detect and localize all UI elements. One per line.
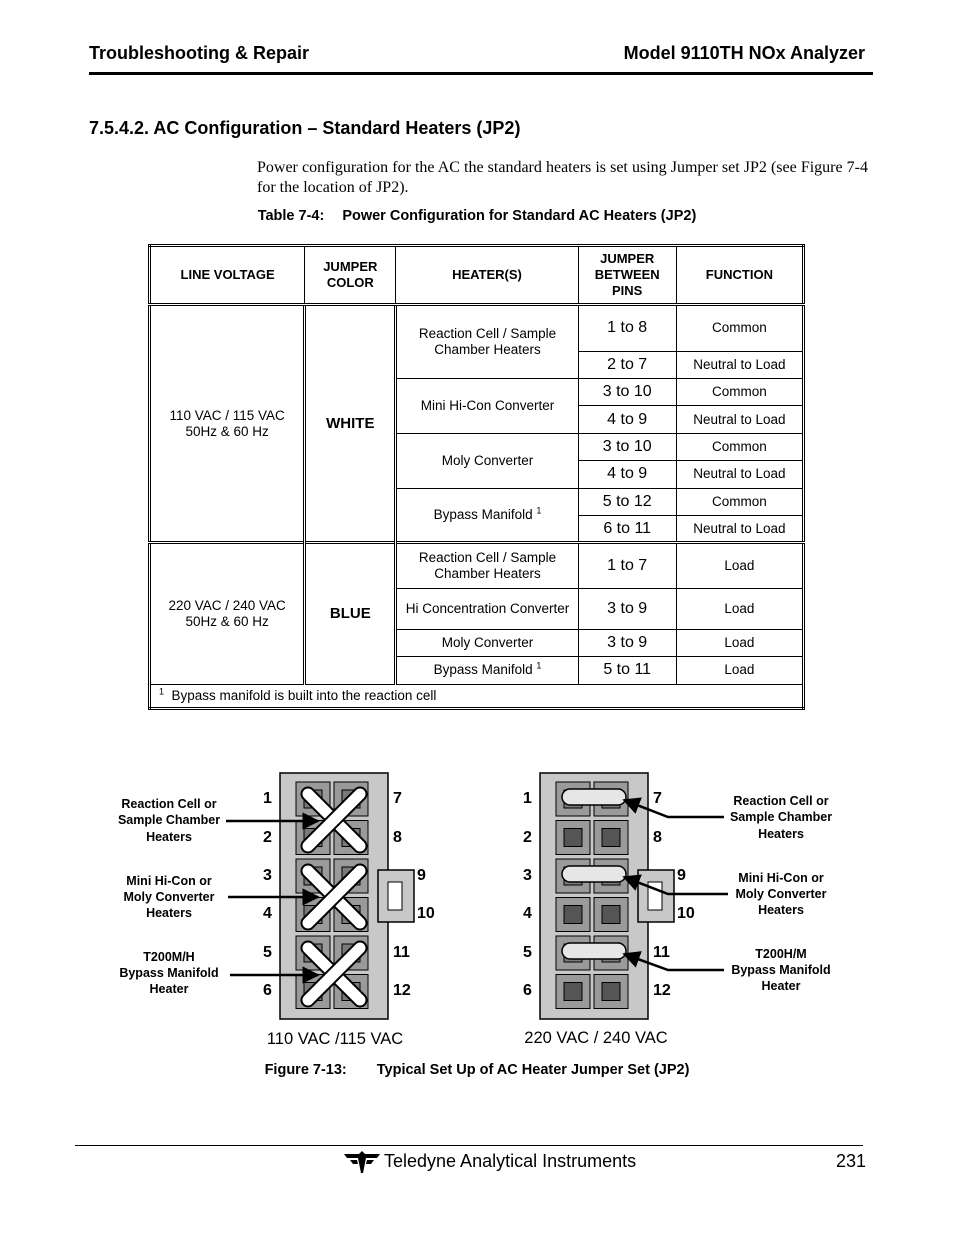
pin-number: 4 <box>523 905 532 922</box>
label-line: Heaters <box>146 830 192 844</box>
footnote-mark: 1 <box>159 686 165 697</box>
function-cell: Load <box>676 543 803 589</box>
heater-hi-concentration: Hi Concentration Converter <box>396 589 578 630</box>
footer-rule <box>75 1145 863 1146</box>
label-line: Bypass Manifold <box>731 963 831 977</box>
section-paragraph: Power configuration for the AC the standard heaters is set using Jumper set JP2 (see Figure 7-4 for the location of JP2). <box>257 159 868 196</box>
pin-number: 7 <box>393 790 402 807</box>
function-cell: Common <box>676 433 803 460</box>
header-right: Model 9110TH NOx Analyzer <box>623 43 865 63</box>
label-line: Bypass Manifold <box>119 966 219 980</box>
voltage-cell-220 <box>150 543 305 684</box>
header-function: FUNCTION <box>676 246 803 305</box>
label-line: Heater <box>761 979 801 993</box>
header-jumper-color: JUMPER COLOR <box>305 246 396 305</box>
heater-bypass-label: Bypass Manifold <box>433 662 533 678</box>
figure-caption-title: Typical Set Up of AC Heater Jumper Set (JP2) <box>376 1062 690 1078</box>
label-line: Heaters <box>146 906 192 920</box>
table-caption-number: Table 7-4: <box>257 208 325 224</box>
pins-cell: 3 to 9 <box>578 589 676 630</box>
jumper-bar-1-7 <box>562 789 626 805</box>
pin-number: 12 <box>393 982 411 999</box>
label-line: Sample Chamber <box>729 810 833 824</box>
pin-contact <box>564 983 582 1001</box>
pins-cell: 3 to 9 <box>578 629 676 656</box>
table-caption-title: Power Configuration for Standard AC Heaters (JP2) <box>342 208 697 224</box>
pin-number: 3 <box>523 867 532 884</box>
function-cell: Neutral to Load <box>676 351 803 378</box>
figure-caption-number: Figure 7-13: <box>264 1062 347 1078</box>
function-cell: Neutral to Load <box>676 516 803 543</box>
function-cell: Common <box>676 488 803 515</box>
pin-number: 8 <box>393 829 402 846</box>
heater-reaction-cell: Reaction Cell / Sample Chamber Heaters <box>396 304 578 378</box>
table-caption <box>0 208 954 224</box>
label-line: Moly Converter <box>123 890 215 904</box>
pin-number: 12 <box>653 982 671 999</box>
heater-moly: Moly Converter <box>396 629 578 656</box>
pins-cell: 6 to 11 <box>578 516 676 543</box>
jumper-color-white: WHITE <box>305 304 396 543</box>
pin-number: 9 <box>417 867 426 884</box>
footnote-ref: 1 <box>536 660 542 671</box>
pin-number: 7 <box>653 790 662 807</box>
jumper-bar-3-9 <box>562 866 626 882</box>
pin-contact <box>602 829 620 847</box>
voltage-220-line1: 220 VAC / 240 VAC <box>168 597 286 613</box>
jumper-figure <box>0 760 954 1050</box>
label-line: Heaters <box>758 827 804 841</box>
footnote-text: Bypass manifold is built into the reaction cell <box>171 687 437 703</box>
label-line: T200H/M <box>755 947 807 961</box>
label-line: Mini Hi-Con or <box>738 871 824 885</box>
label-line: Sample Chamber <box>117 813 221 827</box>
pins-cell: 1 to 8 <box>578 304 676 351</box>
pins-cell: 5 to 11 <box>578 657 676 684</box>
label-line: Reaction Cell or <box>121 797 217 811</box>
heater-bypass-label: Bypass Manifold <box>433 507 533 523</box>
pin-number: 1 <box>523 790 532 807</box>
pins-cell: 4 to 9 <box>578 406 676 433</box>
pins-cell: 1 to 7 <box>578 543 676 589</box>
function-cell: Load <box>676 657 803 684</box>
function-cell: Neutral to Load <box>676 461 803 488</box>
header-rule <box>89 72 873 75</box>
pin-contact <box>602 983 620 1001</box>
jumper-color-blue: BLUE <box>305 543 396 684</box>
function-cell: Neutral to Load <box>676 406 803 433</box>
pin-number: 5 <box>523 944 532 961</box>
voltage-cell-110 <box>150 304 305 543</box>
pin-contact <box>602 906 620 924</box>
pin-number: 10 <box>417 905 435 922</box>
figure-caption <box>0 1062 954 1078</box>
footer-company: Teledyne Analytical Instruments <box>384 1151 637 1171</box>
jumper-bar-5-11 <box>562 943 626 959</box>
pin-number: 8 <box>653 829 662 846</box>
label-line: Mini Hi-Con or <box>126 874 212 888</box>
pins-cell: 2 to 7 <box>578 351 676 378</box>
pin-number: 10 <box>677 905 695 922</box>
label-line: Reaction Cell or <box>733 794 829 808</box>
label-line: Heaters <box>758 903 804 917</box>
header-heaters: HEATER(S) <box>396 246 578 305</box>
pins-cell: 3 to 10 <box>578 433 676 460</box>
function-cell: Load <box>676 589 803 630</box>
heater-bypass <box>396 657 578 684</box>
pin-number: 2 <box>523 829 532 846</box>
voltage-110-line1: 110 VAC / 115 VAC <box>169 407 285 423</box>
function-cell: Common <box>676 378 803 405</box>
voltage-110-line2: 50Hz & 60 Hz <box>185 423 269 439</box>
table-footnote <box>150 684 804 708</box>
heater-moly: Moly Converter <box>396 433 578 488</box>
teledyne-logo-icon <box>344 1151 380 1173</box>
label-line: T200M/H <box>143 950 195 964</box>
header-left: Troubleshooting & Repair <box>89 43 310 63</box>
pins-cell: 4 to 9 <box>578 461 676 488</box>
pin-contact <box>564 906 582 924</box>
voltage-220-line2: 50Hz & 60 Hz <box>185 613 269 629</box>
header-line-voltage: LINE VOLTAGE <box>150 246 305 305</box>
label-line: Heater <box>149 982 189 996</box>
section-title: 7.5.4.2. AC Configuration – Standard Heaters (JP2) <box>89 118 521 138</box>
heater-mini-hi-con: Mini Hi-Con Converter <box>396 378 578 433</box>
pins-cell: 5 to 12 <box>578 488 676 515</box>
pins-cell: 3 to 10 <box>578 378 676 405</box>
power-config-table <box>148 244 805 710</box>
pin-number: 9 <box>677 867 686 884</box>
pin-number: 1 <box>263 790 272 807</box>
function-cell: Load <box>676 629 803 656</box>
pin-number: 11 <box>393 944 410 961</box>
function-cell: Common <box>676 304 803 351</box>
pin-number: 2 <box>263 829 272 846</box>
pin-contact <box>564 829 582 847</box>
footnote-ref: 1 <box>536 505 542 516</box>
voltage-label-110: 110 VAC /115 VAC <box>266 1030 404 1048</box>
footer-page-number: 231 <box>835 1151 866 1171</box>
label-line: Moly Converter <box>735 887 827 901</box>
pin-number: 6 <box>523 982 532 999</box>
header-jumper-pins: JUMPER BETWEEN PINS <box>578 246 676 305</box>
pin-number: 11 <box>653 944 670 961</box>
pin-number: 4 <box>263 905 272 922</box>
heater-reaction-cell: Reaction Cell / Sample Chamber Heaters <box>396 543 578 589</box>
voltage-label-220: 220 VAC / 240 VAC <box>524 1029 668 1047</box>
heater-bypass <box>396 488 578 543</box>
pin-number: 6 <box>263 982 272 999</box>
pin-number: 5 <box>263 944 272 961</box>
pin-number: 3 <box>263 867 272 884</box>
